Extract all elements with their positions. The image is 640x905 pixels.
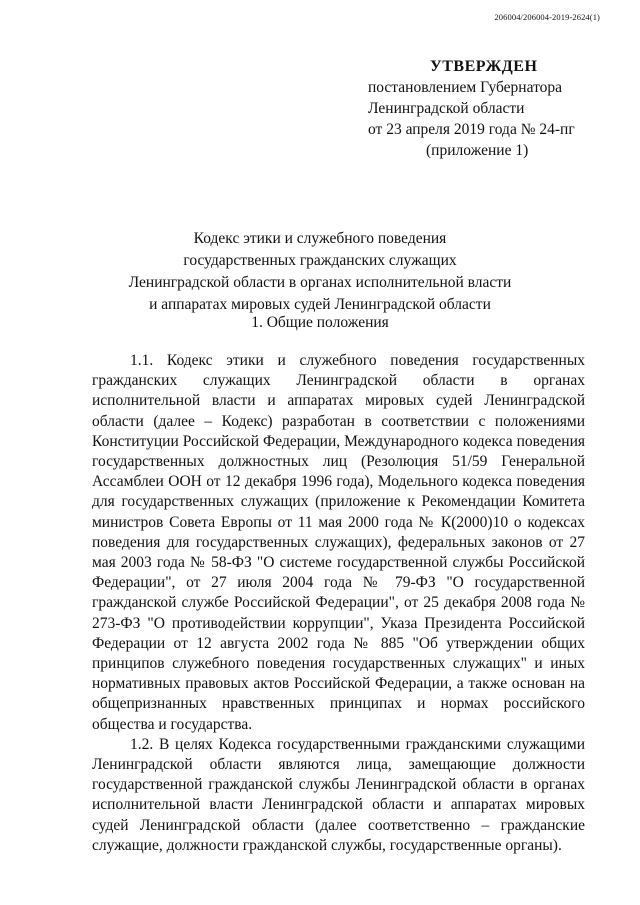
approval-appendix: (приложение 1) <box>426 142 529 159</box>
paragraph-1-2: 1.2. В целях Кодекса государственными гражданскими служащими Ленинградской области являются лица, замещающие должности государственной гражданской службы Ленинградской области в органах исполнительной власти Ленинградской области и аппаратах мировых судей Ленинградской области (далее соответственно – гражданские служащие, должности гражданской службы, государственные органы). <box>92 735 585 854</box>
approval-block <box>368 56 618 161</box>
paragraph-1-1: 1.1. Кодекс этики и служебного поведения государственных гражданских служащих Ленинградской области в органах исполнительной власти и аппаратах мировых судей Ленинградской области (далее – Кодекс) разработан в соответствии с положениями Конституции Российской Федерации, Международного кодекса поведения государственных должностных лиц (Резолюция 51/59 Генеральной Ассамблеи ООН от 12 декабря 1996 года), Модельного кодекса поведения для государственных служащих (приложение к Рекомендации Комитета министров Совета Европы от 11 мая 2000 года № К(2000)10 о кодексах поведения для государственных служащих), федеральных законов от 27 мая 2003 года № 58-ФЗ "О системе государственной службы Российской Федерации", от 27 июля 2004 года № 79-ФЗ "О государственной гражданской службе Российской Федерации", от 25 декабря 2008 года № 273-ФЗ "О противодействии коррупции", Указа Президента Российской Федерации от 12 августа 2002 года № 885 "Об утверждении общих принципов служебного поведения государственных служащих" и иных нормативных правовых актов Российской Федерации, а также основан на общепризнанных нравственных принципах и нормах российского общества и государства. <box>92 352 585 733</box>
section-heading: 1. Общие положения <box>251 314 389 331</box>
approval-line-1: постановлением Губернатора <box>368 79 563 96</box>
title-line-2: государственных гражданских служащих <box>183 252 457 269</box>
title-line-4: и аппаратах мировых судей Ленинградской области <box>149 296 491 313</box>
approval-line-3: от 23 апреля 2019 года № 24-пг <box>368 121 575 138</box>
document-id: 206004/206004-2019-2624(1) <box>494 12 600 22</box>
body-text <box>92 351 585 856</box>
approval-title: УТВЕРЖДЕН <box>430 58 538 75</box>
title-line-1: Кодекс этики и служебного поведения <box>193 230 447 247</box>
title-line-3: Ленинградской области в органах исполнительной власти <box>128 274 512 291</box>
approval-line-2: Ленинградской области <box>368 100 525 117</box>
document-title <box>80 228 560 316</box>
